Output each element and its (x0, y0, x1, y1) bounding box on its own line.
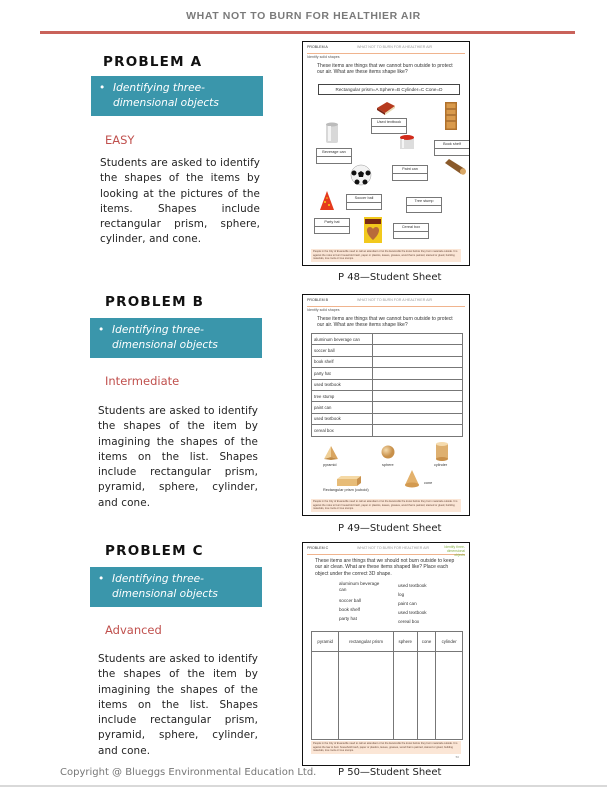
item-name-cell: paint can (312, 402, 373, 413)
table-row (312, 379, 463, 390)
student-sheet-p50-thumbnail[interactable] (302, 542, 470, 766)
problem-a-level: EASY (105, 133, 135, 147)
answer-cell (339, 652, 393, 740)
table-row (312, 368, 463, 379)
item-name-cell: aluminum beverage can (312, 334, 373, 345)
item-name-cell: used textbook (312, 413, 373, 424)
answer-cell (373, 379, 463, 390)
label-text: Cereal box (394, 224, 428, 232)
party-hat-image (319, 190, 335, 212)
beverage-can-image (325, 122, 339, 144)
column-header: sphere (393, 632, 417, 652)
student-sheet-p48-thumbnail[interactable] (302, 41, 470, 266)
column-header: cylinder (436, 632, 463, 652)
bookshelf-image (445, 102, 457, 130)
shape-label: sphere (382, 463, 394, 467)
sheet-footnote: People in the City of Evansville need to call an attendant or let the Evansville fire know before they burn materials outside. It is against the rules to burn household trash, paper or plastics, leaves, grasses, wood that is painted, stained or glued, building materials, tree roots or tree stumps. (311, 249, 461, 262)
answer-cell (373, 402, 463, 413)
bullet-icon: • (98, 324, 105, 336)
copyright-footer: Copyright @ Blueggs Environmental Education Ltd. (60, 767, 317, 778)
table-row (312, 390, 463, 401)
sphere-image (381, 445, 395, 459)
list-item: cereal box (398, 619, 420, 624)
sheet-question: These items are things that we cannot burn outside to protect our air. What are these items shape like? (317, 63, 453, 76)
shape-label: cylinder (434, 463, 448, 467)
sheet-footnote: People in the City of Evansville need to call an attendant or let the Evansville fire know before they burn materials outside. It is against the law to burn household trash, paper or plastics, leaves, grasses, wood that is painted, stained or glued, building materials, tree roots or tree stumps. (311, 741, 461, 754)
sheet-question: These items are things that we should not burn outside to keep our air clean. What are these items shaped like? Place each object under the correct 3D shape. (315, 558, 455, 577)
problem-a-title: PROBLEM A (103, 54, 203, 70)
header-divider (40, 31, 575, 34)
sheet-question: These items are things that we cannot burn outside to protect our air. What are these items shape like? (317, 316, 453, 329)
cereal-box-image (363, 216, 383, 244)
item-name-cell: soccer ball (312, 345, 373, 356)
shape-label: cone (424, 481, 433, 485)
label-box (316, 148, 352, 164)
list-item: used textbook (398, 610, 427, 615)
textbook-image (375, 100, 397, 116)
sheet-header-center: WHAT NOT TO BURN FOR A HEALTHIER AIR (357, 45, 433, 49)
answer-cell (373, 356, 463, 367)
document-title: WHAT NOT TO BURN FOR HEALTHIER AIR (186, 10, 421, 22)
problem-c-caption: P 50—Student Sheet (338, 767, 442, 778)
problem-c-title: PROBLEM C (105, 543, 204, 559)
answer-cell (373, 425, 463, 436)
item-name-cell: tree stump (312, 390, 373, 401)
sheet-page-number: 50 (455, 755, 459, 759)
list-item: paint can (398, 601, 417, 606)
label-text: Party hat (315, 219, 349, 227)
objective-line-1: Identifying three- (112, 573, 205, 585)
soccer-ball-image (350, 164, 372, 186)
cone-image (404, 469, 420, 489)
objective-line-2: dimensional objects (113, 97, 219, 109)
objective-line-2: dimensional objects (112, 339, 218, 351)
item-name-cell: book shelf (312, 356, 373, 367)
answer-cell (312, 652, 339, 740)
rectangular-prism-image (336, 475, 362, 487)
answer-cell (393, 652, 417, 740)
sheet-header-center: WHAT NOT TO BURN FOR A HEALTHIER AIR (357, 298, 433, 302)
column-header: rectangular prism (339, 632, 393, 652)
label-box (434, 140, 470, 156)
shape-label: pyramid (323, 463, 337, 467)
sheet-subheader: Identify solid shapes (307, 308, 340, 312)
shape-label: Rectangular prism (cuboid) (323, 488, 369, 492)
sheet-header-left: PROBLEM C (307, 546, 329, 550)
answer-cell (373, 413, 463, 424)
table-row (312, 425, 463, 436)
item-name-cell: party hat (312, 368, 373, 379)
label-box (406, 197, 442, 213)
list-item: book shelf (339, 607, 360, 612)
problem-b-level: Intermediate (105, 374, 180, 388)
shape-key: Rectangular prism=A Sphere=B Cylinder=C Cone=D (318, 84, 460, 95)
objective-line-1: Identifying three- (112, 324, 205, 336)
table-row (312, 334, 463, 345)
list-item: soccer ball (339, 598, 361, 603)
tree-stump-image (443, 157, 467, 177)
item-list-left (339, 581, 383, 623)
objective-line-1: Identifying three- (113, 82, 206, 94)
label-text: Tree stump (407, 198, 441, 206)
objective-line-2: dimensional objects (112, 588, 218, 600)
list-item: log (398, 592, 405, 597)
items-table (311, 333, 463, 437)
table-row (312, 356, 463, 367)
sheet-header (307, 546, 465, 555)
problem-b-caption: P 49—Student Sheet (338, 523, 442, 534)
shape-sort-table (311, 631, 463, 740)
student-sheet-p49-thumbnail[interactable] (302, 294, 470, 516)
answer-cell (373, 390, 463, 401)
label-text: Soccer ball (347, 195, 381, 203)
label-box (392, 165, 428, 181)
label-box (314, 218, 350, 234)
item-name-cell: used textbook (312, 379, 373, 390)
column-header: cone (417, 632, 435, 652)
sheet-header (307, 45, 465, 54)
label-text: Used textbook (372, 119, 406, 127)
answer-cell (373, 368, 463, 379)
column-header: pyramid (312, 632, 339, 652)
table-row (312, 402, 463, 413)
pyramid-image (323, 445, 339, 461)
problem-a-objective (91, 76, 263, 116)
problem-b-objective (90, 318, 262, 358)
sheet-header-center: WHAT NOT TO BURN FOR HEALTHIER AIR (357, 546, 430, 550)
problem-b-description: Students are asked to identify the shapes of the item by imagining the shapes of the items on the list. Shapes include rectangular prism, pyramid, sphere, cylinder, and cone. (98, 405, 258, 509)
problem-c-level: Advanced (105, 623, 162, 637)
list-item: used textbook (398, 583, 427, 588)
problem-c-description: Students are asked to identify the shapes of the item by imagining the shapes of the items on the list. Shapes include rectangular prism, pyramid, sphere, cylinder, and cone. (98, 653, 258, 757)
item-name-cell: cereal box (312, 425, 373, 436)
bullet-icon: • (99, 82, 106, 94)
problem-a-description: Students are asked to identify the shapes of the items by looking at the pictures of the items. Shapes include rectangular prism, sphere, cylinder, and cone. (100, 157, 260, 246)
problem-b-title: PROBLEM B (105, 294, 205, 310)
sheet-header-right: Identify three-dimensional objects (444, 545, 465, 557)
bullet-icon: • (98, 573, 105, 585)
sheet-subheader: Identify solid shapes (307, 55, 340, 59)
answer-cell (373, 345, 463, 356)
sheet-header (307, 298, 465, 307)
label-text: Paint can (393, 166, 427, 174)
table-row (312, 345, 463, 356)
sheet-footnote: People in the City of Evansville need to call an attendant or let the Evansville fire know before they burn materials outside. It is against the rules to burn household trash, paper or plastics, leaves, grasses, wood that is painted, stained or glued, building materials, tree roots or tree stumps. (311, 499, 461, 512)
label-box (346, 194, 382, 210)
problem-c-objective (90, 567, 262, 607)
sheet-header-left: PROBLEM A (307, 45, 328, 49)
item-list-right (398, 581, 427, 626)
table-row (312, 413, 463, 424)
answer-cell (373, 334, 463, 345)
label-box (393, 223, 429, 239)
label-text: Beverage can (317, 149, 351, 157)
answer-cell (417, 652, 435, 740)
answer-cell (436, 652, 463, 740)
cylinder-image (435, 441, 449, 461)
list-item: aluminum beverage can (339, 581, 380, 592)
sheet-header-left: PROBLEM B (307, 298, 328, 302)
label-box (371, 118, 407, 134)
label-text: Book shelf (435, 141, 469, 149)
list-item: party hat (339, 616, 357, 621)
problem-a-caption: P 48—Student Sheet (338, 272, 442, 283)
paint-can-image (398, 134, 416, 150)
